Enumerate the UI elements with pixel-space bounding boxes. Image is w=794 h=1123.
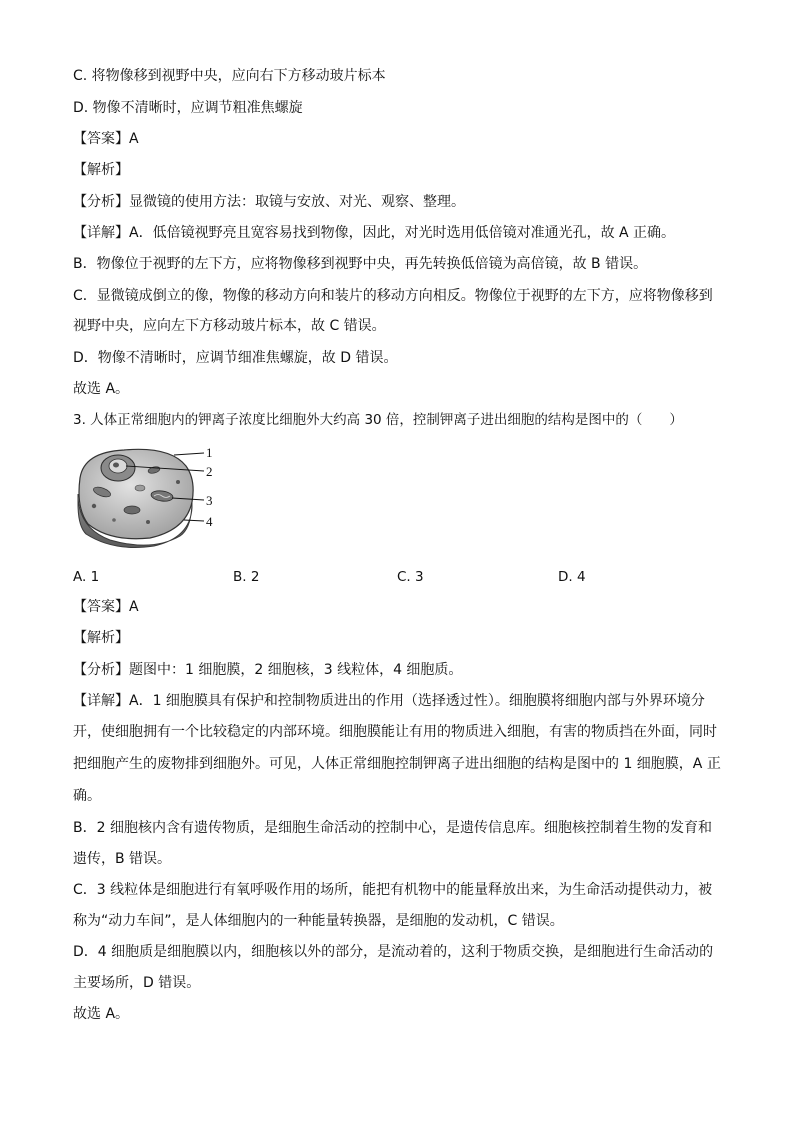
explanation2-b-line2: 遗传，B 错误。 [73,851,172,867]
explanation2-a-line4: 确。 [73,788,101,804]
option-c-text: C. 将物像移到视野中央，应向右下方移动玻片标本 [73,68,386,84]
choice-a: A. 1 [73,569,100,585]
conclusion-2: 故选 A。 [73,1006,130,1022]
analysis-label: 【解析】 [73,162,129,178]
explanation-b: B．物像位于视野的左下方，应将物像移到视野中央，再先转换低倍镜为高倍镜，故 B 错误。 [73,256,648,272]
option-d-text: D. 物像不清晰时，应调节粗准焦螺旋 [73,100,303,116]
explanation2-d-line1: D．4 细胞质是细胞膜以内，细胞核以外的部分，是流动着的，这利于物质交换，是细胞进行生命活动的 [73,944,714,960]
animal-cell-diagram [74,442,222,552]
answer-label-2: 【答案】A [73,599,139,615]
analysis-label-2: 【解析】 [73,630,129,646]
analysis-text-2: 【分析】题图中：1 细胞膜，2 细胞核，3 线粒体，4 细胞质。 [73,662,463,678]
explanation-d: D．物像不清晰时，应调节细准焦螺旋，故 D 错误。 [73,350,398,366]
diagram-label-1: 1 [206,445,213,460]
explanation2-c-line2: 称为“动力车间”，是人体细胞内的一种能量转换器，是细胞的发动机，C 错误。 [73,913,564,929]
choice-c: C. 3 [397,569,424,585]
diagram-label-3: 3 [206,493,213,508]
diagram-label-2: 2 [206,464,213,479]
choice-b: B. 2 [233,569,260,585]
answer-label: 【答案】A [73,131,139,147]
explanation-c-line1: C．显微镜成倒立的像，物像的移动方向和装片的移动方向相反。物像位于视野的左下方，应将物像移到 [73,288,713,304]
conclusion: 故选 A。 [73,381,130,397]
diagram-label-4: 4 [206,514,213,529]
explanation-c-line2: 视野中央，应向左下方移动玻片标本，故 C 错误。 [73,318,386,334]
explanation2-b-line1: B．2 细胞核内含有遗传物质，是细胞生命活动的控制中心，是遗传信息库。细胞核控制着生物的发育和 [73,820,712,836]
explanation-a: 【详解】A．低倍镜视野亮且宽容易找到物像，因此，对光时选用低倍镜对准通光孔，故 A 正确。 [73,225,676,241]
explanation2-a-line3: 把细胞产生的废物排到细胞外。可见，人体正常细胞控制钾离子进出细胞的结构是图中的 1 细胞膜，A 正 [73,756,721,772]
explanation2-d-line2: 主要场所，D 错误。 [73,975,201,991]
explanation2-c-line1: C．3 线粒体是细胞进行有氧呼吸作用的场所，能把有机物中的能量释放出来，为生命活动提供动力，被 [73,882,713,898]
explanation2-a-line2: 开，使细胞拥有一个比较稳定的内部环境。细胞膜能让有用的物质进入细胞，有害的物质挡在外面，同时 [73,724,717,740]
analysis-text: 【分析】显微镜的使用方法：取镜与安放、对光、观察、整理。 [73,194,465,210]
choice-d: D. 4 [558,569,586,585]
explanation2-a-line1: 【详解】A．1 细胞膜具有保护和控制物质进出的作用（选择透过性）。细胞膜将细胞内部与外界环境分 [73,693,705,709]
question-3-stem: 3. 人体正常细胞内的钾离子浓度比细胞外大约高 30 倍，控制钾离子进出细胞的结构是图中的（ ） [73,412,683,428]
